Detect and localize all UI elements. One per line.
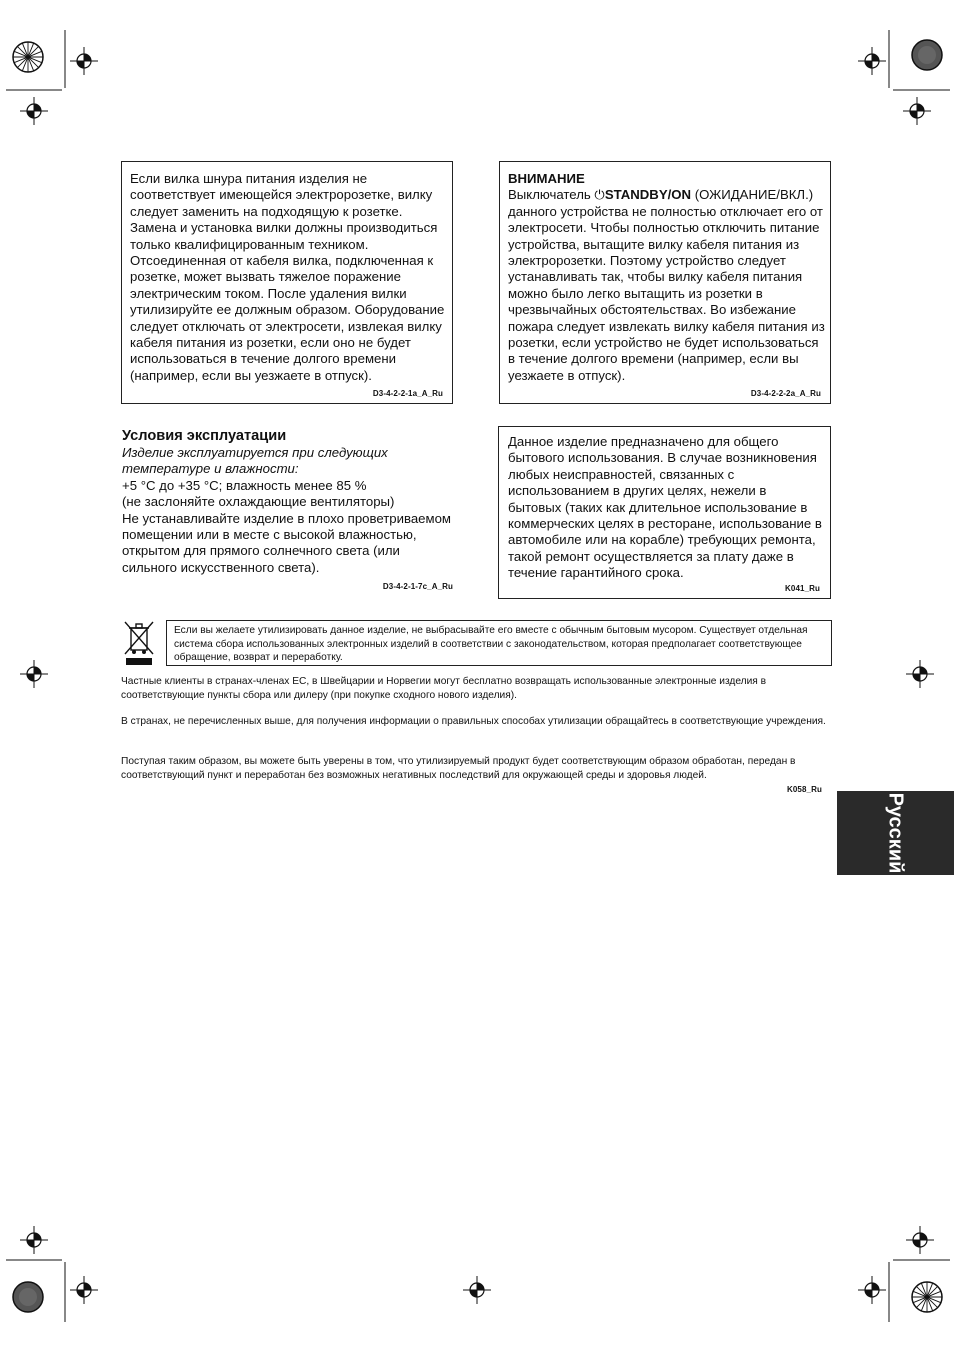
temperature-range: +5 °C до +35 °C; влажность менее 85 % xyxy=(122,477,367,493)
household-use-box xyxy=(498,426,831,599)
caution-code: D3-4-2-2-2a_A_Ru xyxy=(750,389,821,398)
power-plug-notice-text: Если вилка шнура питания изделия не соответствует имеющейся электророзетке, вилку следует заменить на подходящую к розетке. Замена и установка вилки должны производиться только квалифицированным техником. Отсоединенная от кабеля вилка, подключенная к розетке, может вызвать тяжелое поражение электрическим током. После удаления вилки утилизируйте ее должным образом. Оборудование следует отключать от электросети, извлекая вилку кабеля питания из розетки, если оно не будет использоваться в течение долгого времени (например, если вы уезжаете в отпуск). xyxy=(130,171,445,383)
language-tab-label: Русский xyxy=(884,792,907,874)
caution-heading: ВНИМАНИЕ xyxy=(508,171,585,186)
weee-paragraph-3: Поступая таким образом, вы можете быть уверены в том, что утилизируемый продукт будет соответствующим образом обработан, передан в соответствующий пункт и переработан без возможных негативных последствий для окружающей среды и здоровья людей. xyxy=(121,756,796,781)
fan-note: (не заслоняйте охлаждающие вентиляторы) xyxy=(122,494,395,510)
switch-rest: (ОЖИДАНИЕ/ВКЛ.) xyxy=(691,187,814,203)
operating-conditions-section xyxy=(122,427,456,591)
crossed-bin-icon xyxy=(123,620,155,666)
conditions-code: D3-4-2-1-7c_A_Ru xyxy=(382,582,453,592)
caution-text xyxy=(508,187,826,384)
weee-paragraph-2: В странах, не перечисленных выше, для получения информации о правильных способах утилизации обращайтесь в соответствующие учреждения. xyxy=(121,716,826,727)
weee-paragraph-1: Частные клиенты в странах-членах ЕС, в Швейцарии и Норвегии могут бесплатно возвращать использованные электронные изделия в соответствующие пункты сбора или дилеру (при покупке сходного нового изделия). xyxy=(121,676,767,701)
language-tab xyxy=(837,791,954,875)
weee-box xyxy=(166,620,832,666)
notice-code: D3-4-2-2-1a_A_Ru xyxy=(372,389,443,398)
caution-body: данного устройства не полностью отключает его от электросети. Чтобы полностью отключить питание устройства, вытащите вилку кабеля питания из электророзетки. Поэтому устройство следует устанавливать так, чтобы вилку кабеля питания можно было легко вытащить из розетки в чрезвычайных обстоятельствах. Во избежание пожара следует извлекать вилку кабеля питания из розетки, если устройство не будет использоваться в течение долгого времени (например, если вы уезжаете в отпуск). xyxy=(508,203,825,383)
caution-lead: Выключатель xyxy=(508,187,595,203)
household-use-code: K041_Ru xyxy=(785,584,820,593)
household-use-text: Данное изделие предназначено для общего бытового использования. В случае возникновения любых неисправностей, связанных с использованием в других целях, нежели в бытовых (таких как длительное использование в коммерческих целях в ресторане, использование в автомобиле или на корабле) требующих ремонта, такой ремонт осуществляется за плату даже в течение гарантийного срока. xyxy=(508,434,822,581)
power-plug-notice-box xyxy=(121,161,453,404)
weee-box-text: Если вы желаете утилизировать данное изделие, не выбрасывайте его вместе с обычным бытовым мусором. Существует отдельная система сбора использованных электронных изделий в соответствии с законодательством, которая предполагает соответствующее обращение, возврат и переработку. xyxy=(174,625,808,664)
operating-conditions-italic: Изделие эксплуатируется при следующих температуре и влажности: xyxy=(122,445,388,477)
switch-name: STANDBY/ON xyxy=(604,187,692,203)
power-symbol-icon: ⏻ xyxy=(594,187,605,203)
weee-code: K058_Ru xyxy=(787,785,822,794)
caution-box xyxy=(499,161,831,404)
caution-content xyxy=(508,171,826,384)
placement-text: Не устанавливайте изделие в плохо проветриваемом помещении или в месте с высокой влажностью, открытом для прямого солнечного света (или сильного искусственного света). xyxy=(122,510,451,575)
operating-conditions-heading: Условия эксплуатации xyxy=(122,428,287,444)
